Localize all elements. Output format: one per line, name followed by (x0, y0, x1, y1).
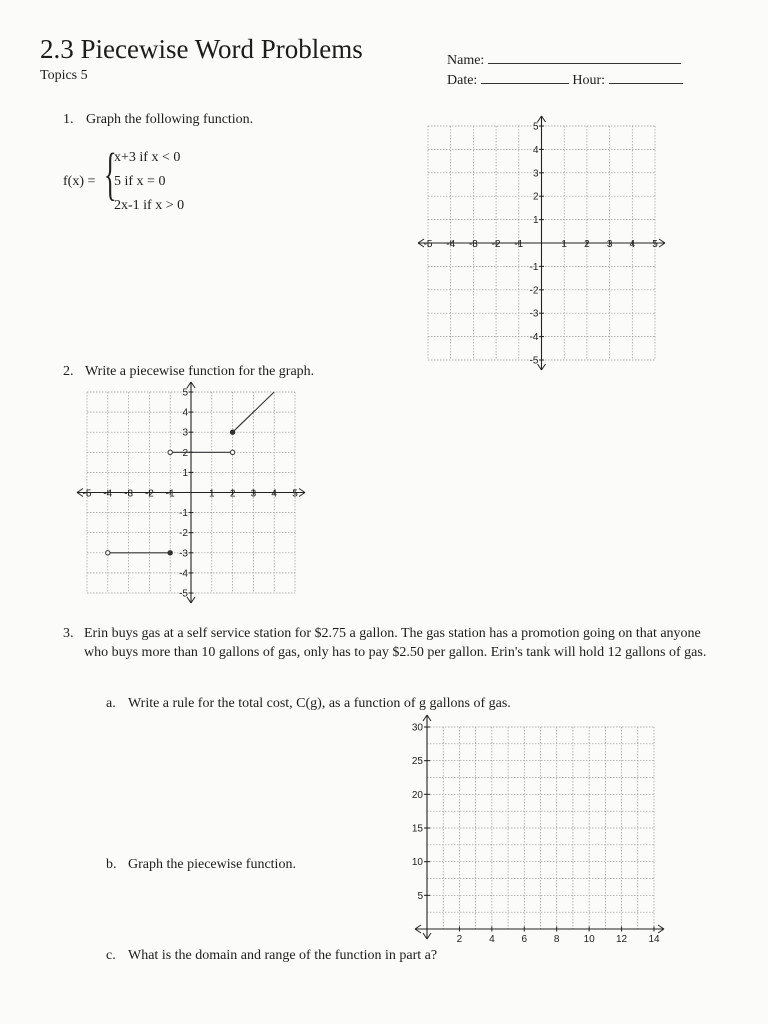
y-tick-label: 3 (182, 427, 188, 439)
q3b-text: Graph the piecewise function. (128, 857, 296, 872)
q3a-label: a. (106, 696, 116, 711)
x-tick-label: -5 (82, 488, 92, 500)
y-tick-label: 3 (532, 168, 539, 180)
q1-fx-label: f(x) = (63, 174, 96, 189)
y-tick-label: -2 (529, 285, 539, 297)
q1-case-3: 2x-1 if x > 0 (114, 198, 185, 213)
y-tick-label: -3 (529, 308, 539, 320)
q3a-text: Write a rule for the total cost, C(g), as a function of g gallons of gas. (128, 696, 511, 711)
y-tick-label: -5 (179, 588, 188, 600)
x-tick-label: 14 (648, 934, 660, 945)
x-tick-label: -1 (165, 488, 175, 500)
y-tick-label: 30 (411, 722, 423, 734)
y-tick-label: 1 (182, 467, 188, 479)
x-tick-label: 12 (616, 934, 628, 945)
x-tick-label: 5 (292, 488, 298, 500)
y-tick-label: 20 (411, 789, 423, 801)
x-tick-label: 3 (606, 239, 613, 250)
page-title: 2.3 Piecewise Word Problems (40, 34, 363, 64)
y-tick-label: -2 (179, 528, 188, 540)
date-label: Date: (447, 73, 478, 88)
x-tick-label: 3 (250, 488, 257, 500)
x-tick-label: 1 (209, 488, 215, 500)
x-tick-label: -3 (124, 488, 134, 500)
x-tick-label: 5 (652, 239, 658, 250)
x-tick-label: 2 (584, 239, 590, 250)
y-tick-label: 5 (532, 121, 539, 133)
x-tick-label: -4 (446, 239, 456, 250)
y-tick-label: 4 (532, 144, 539, 156)
x-tick-label: 8 (553, 934, 560, 945)
x-tick-label: -1 (514, 239, 524, 250)
y-tick-label: 5 (417, 890, 423, 902)
x-tick-label: -4 (103, 488, 113, 500)
y-tick-label: 4 (182, 407, 188, 419)
x-tick-label: 10 (583, 934, 595, 945)
q1-case-2: 5 if x = 0 (114, 174, 166, 189)
q3c-label: c. (106, 948, 116, 963)
y-tick-label: -5 (529, 355, 539, 367)
q2-prompt: Write a piecewise function for the graph. (85, 364, 315, 379)
x-tick-label: 2 (229, 488, 236, 500)
q3c-text: What is the domain and range of the function in part a? (128, 948, 438, 963)
y-tick-label: 25 (411, 756, 423, 768)
q3b-label: b. (106, 857, 117, 872)
q1-number: 1. (63, 112, 74, 127)
y-tick-label: -3 (179, 548, 188, 560)
y-tick-label: 2 (532, 191, 539, 203)
x-tick-label: 4 (629, 239, 636, 250)
y-tick-label: 2 (182, 447, 188, 459)
x-tick-label: 2 (456, 934, 463, 945)
x-tick-label: -2 (144, 488, 154, 500)
x-tick-label: -2 (491, 239, 501, 250)
q3-prompt: Erin buys gas at a self service station for $2.75 a gallon. The gas station has a promotion going on that anyone who buys more than 10 gallons of gas, only has to pay $2.50 per gallon. Erin's tank will hold 12 gallons of gas. (84, 626, 707, 660)
y-tick-label: -4 (179, 568, 188, 580)
y-tick-label: 10 (411, 857, 423, 869)
y-tick-label: 1 (532, 215, 539, 227)
x-tick-label: 1 (561, 239, 567, 250)
x-tick-label: 4 (489, 934, 495, 945)
hour-label: Hour: (572, 73, 605, 88)
y-tick-label: 15 (411, 823, 423, 835)
x-tick-label: -5 (423, 239, 433, 250)
y-tick-label: 5 (182, 387, 188, 399)
q1-prompt: Graph the following function. (86, 112, 254, 127)
x-tick-label: -3 (468, 239, 478, 250)
q2-number: 2. (63, 364, 74, 379)
y-tick-label: -1 (529, 261, 539, 273)
x-tick-label: 6 (521, 934, 528, 945)
q1-case-1: x+3 if x < 0 (114, 150, 181, 165)
y-tick-label: -1 (179, 508, 188, 520)
page-subtitle: Topics 5 (40, 68, 88, 83)
name-label: Name: (447, 53, 485, 68)
q3-number: 3. (63, 626, 74, 641)
y-tick-label: -4 (529, 332, 539, 344)
x-tick-label: 4 (271, 488, 277, 500)
brace-symbol: { (104, 141, 117, 206)
